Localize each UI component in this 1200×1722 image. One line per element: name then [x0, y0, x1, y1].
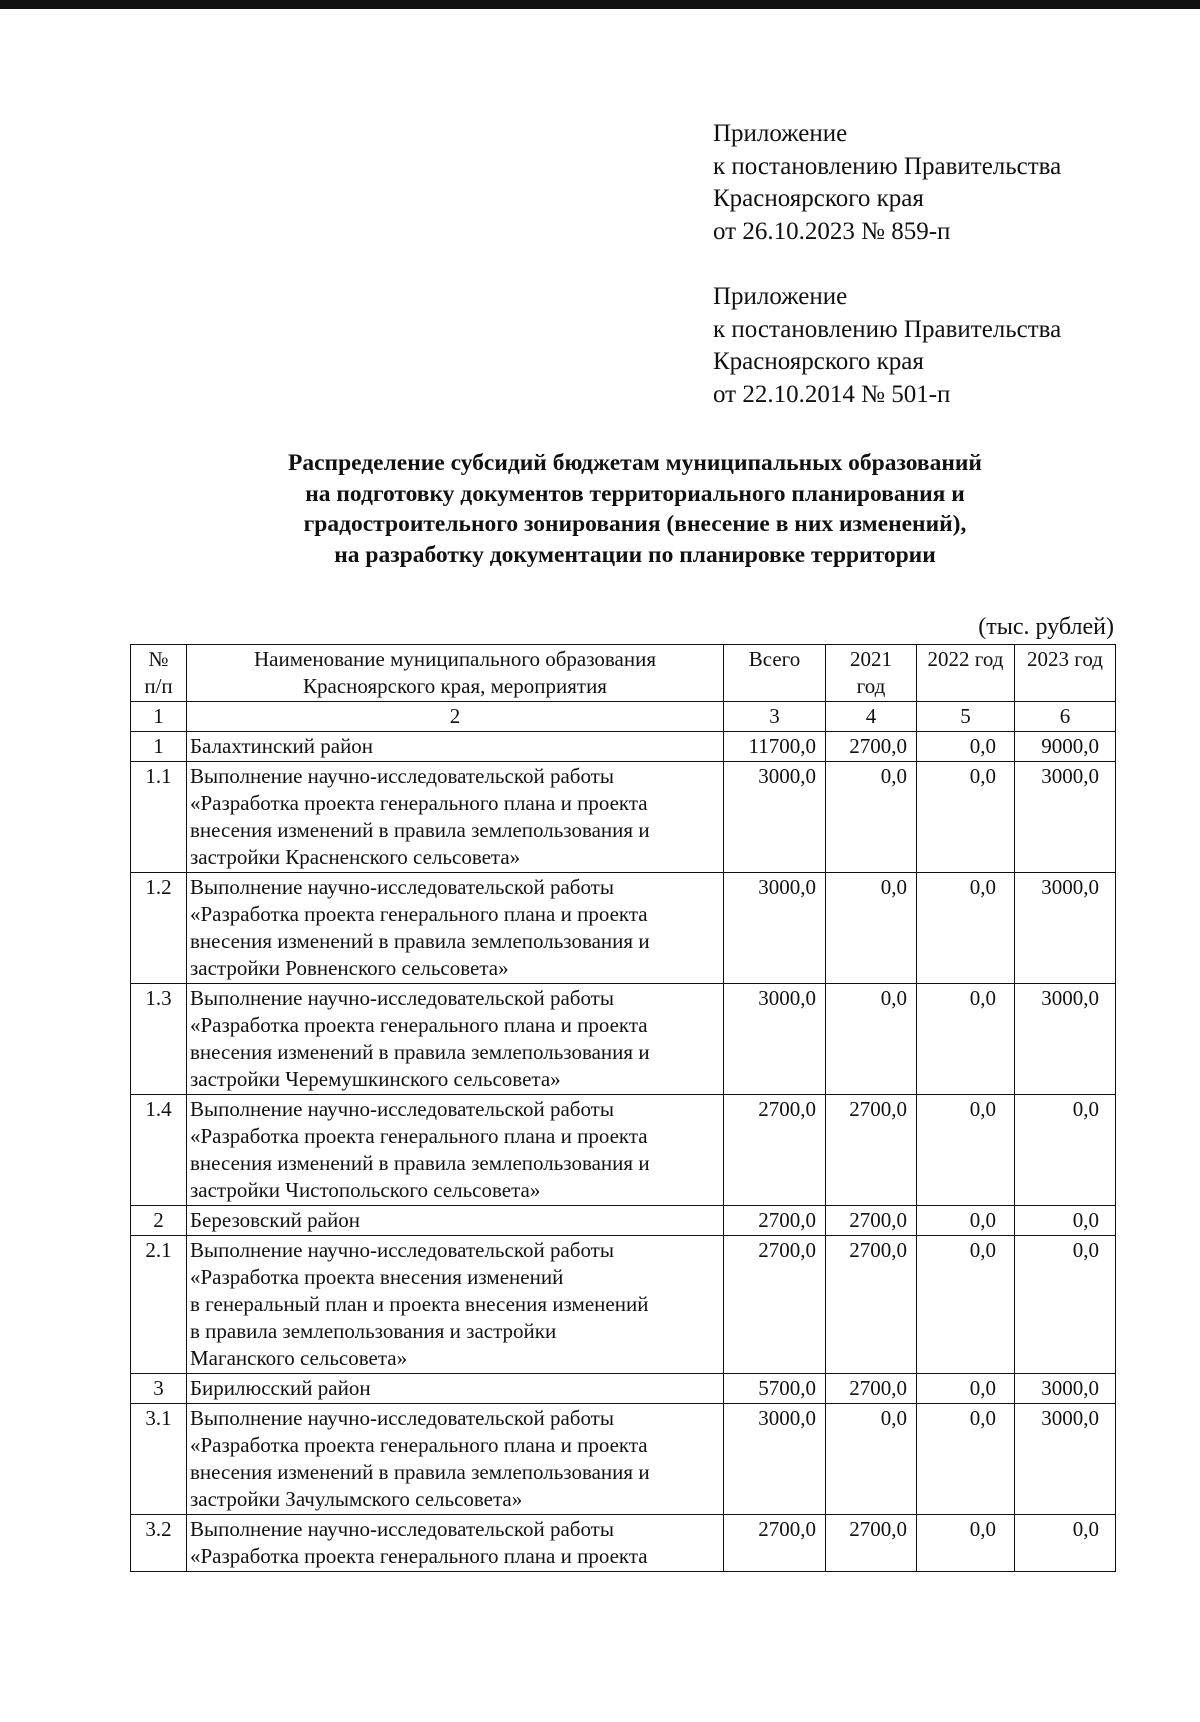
row-name [187, 1206, 724, 1236]
row-total: 3000,0 [724, 984, 826, 1095]
header-total-line: Всего [748, 647, 801, 671]
row-name-line: Бирилюсский район [190, 1376, 371, 1400]
table-row [131, 873, 1116, 984]
row-2023: 0,0 [1015, 1515, 1116, 1572]
row-name [187, 1236, 724, 1374]
row-number: 1.1 [131, 762, 187, 873]
row-2023: 0,0 [1015, 1095, 1116, 1206]
row-name-line: «Разработка проекта генерального плана и проекта [190, 1433, 648, 1457]
row-name-line: «Разработка проекта генерального плана и проекта [190, 902, 648, 926]
row-2022: 0,0 [917, 762, 1015, 873]
row-total: 2700,0 [724, 1095, 826, 1206]
row-name-line: в генеральный план и проекта внесения изменений [190, 1292, 649, 1316]
row-2021: 0,0 [826, 1404, 917, 1515]
row-2022: 0,0 [917, 1236, 1015, 1374]
row-name-line: внесения изменений в правила землепользования и [190, 1151, 650, 1175]
appendix-line: Красноярского края [713, 185, 924, 212]
column-index: 6 [1015, 702, 1116, 732]
table-row [131, 1404, 1116, 1515]
row-name-line: застройки Черемушкинского сельсовета» [190, 1067, 561, 1091]
header-name [187, 645, 724, 702]
header-num-line: № [148, 647, 169, 671]
row-total: 2700,0 [724, 1206, 826, 1236]
title-line: Распределение субсидий бюджетам муниципальных образований [288, 450, 982, 476]
row-2021: 2700,0 [826, 1374, 917, 1404]
row-name-line: «Разработка проекта внесения изменений [190, 1265, 564, 1289]
title-line: на разработку документации по планировке территории [334, 541, 936, 568]
header-name-line: Наименование муниципального образования [254, 647, 656, 671]
row-number: 3 [131, 1374, 187, 1404]
table-row [131, 732, 1116, 762]
appendix-line: к постановлению Правительства [713, 315, 1062, 343]
header-2023 [1015, 645, 1116, 702]
table-row [131, 1515, 1116, 1572]
row-2022: 0,0 [917, 873, 1015, 984]
row-2021: 2700,0 [826, 1236, 917, 1374]
row-2021: 2700,0 [826, 1095, 917, 1206]
appendix-line: от 22.10.2014 № 501-п [713, 380, 951, 408]
row-number: 1.2 [131, 873, 187, 984]
appendix-line: Приложение [713, 283, 848, 310]
row-2023: 3000,0 [1015, 1404, 1116, 1515]
row-2021: 0,0 [826, 873, 917, 984]
row-2022: 0,0 [917, 1206, 1015, 1236]
row-name [187, 1095, 724, 1206]
appendix-original-block [713, 281, 1061, 411]
column-index: 2 [187, 702, 724, 732]
row-name-line: «Разработка проекта генерального плана и проекта [190, 1544, 648, 1568]
row-number: 2 [131, 1206, 187, 1236]
column-index-row [131, 702, 1116, 732]
row-total: 3000,0 [724, 762, 826, 873]
row-name-line: застройки Ровненского сельсовета» [190, 956, 509, 980]
header-2022 [917, 645, 1015, 702]
appendix-line: Приложение [713, 120, 848, 147]
row-name-line: внесения изменений в правила землепользования и [190, 929, 650, 953]
row-2023: 3000,0 [1015, 984, 1116, 1095]
row-total: 3000,0 [724, 873, 826, 984]
row-name-line: Березовский район [190, 1208, 360, 1232]
row-total: 2700,0 [724, 1236, 826, 1374]
header-2022-line: 2022 год [927, 647, 1004, 671]
row-2023: 3000,0 [1015, 873, 1116, 984]
row-2023: 3000,0 [1015, 1374, 1116, 1404]
row-2022: 0,0 [917, 732, 1015, 762]
row-2021: 2700,0 [826, 1206, 917, 1236]
row-2022: 0,0 [917, 1515, 1015, 1572]
row-name-line: Выполнение научно-исследовательской работы [190, 764, 614, 788]
row-name-line: Выполнение научно-исследовательской работы [190, 1238, 614, 1262]
row-name [187, 1374, 724, 1404]
appendix-current-block [713, 118, 1061, 248]
row-name-line: «Разработка проекта генерального плана и проекта [190, 1124, 648, 1148]
table-row [131, 984, 1116, 1095]
row-number: 1.4 [131, 1095, 187, 1206]
row-2023: 3000,0 [1015, 762, 1116, 873]
row-total: 5700,0 [724, 1374, 826, 1404]
row-total: 11700,0 [724, 732, 826, 762]
row-name-line: Балахтинский район [190, 734, 374, 758]
row-name-line: застройки Чистопольского сельсовета» [190, 1178, 541, 1202]
row-2023: 0,0 [1015, 1236, 1116, 1374]
row-number: 1.3 [131, 984, 187, 1095]
row-name [187, 873, 724, 984]
row-name-line: Выполнение научно-исследовательской работы [190, 1406, 614, 1430]
row-2021: 2700,0 [826, 1515, 917, 1572]
unit-note: (тыс. рублей) [978, 614, 1114, 640]
row-total: 3000,0 [724, 1404, 826, 1515]
table-row [131, 1374, 1116, 1404]
header-2021-line: год [856, 674, 886, 698]
subsidy-table [130, 644, 1116, 1572]
row-name [187, 1404, 724, 1515]
header-num [131, 645, 187, 702]
header-num-line: п/п [144, 674, 173, 698]
table-row [131, 1236, 1116, 1374]
title-line: градостроительного зонирования (внесение в них изменений), [303, 511, 967, 537]
appendix-line: к постановлению Правительства [713, 152, 1062, 180]
row-name [187, 732, 724, 762]
header-name-line: Красноярского края, мероприятия [303, 674, 607, 698]
table-row [131, 1095, 1116, 1206]
row-name-line: внесения изменений в правила землепользования и [190, 1040, 650, 1064]
row-name [187, 984, 724, 1095]
row-name [187, 762, 724, 873]
row-name-line: в правила землепользования и застройки [190, 1319, 557, 1343]
row-name-line: «Разработка проекта генерального плана и проекта [190, 1013, 648, 1037]
header-total [724, 645, 826, 702]
row-2021: 2700,0 [826, 732, 917, 762]
row-name-line: Выполнение научно-исследовательской работы [190, 1097, 614, 1121]
column-index: 1 [131, 702, 187, 732]
title-line: на подготовку документов территориального планирования и [305, 480, 965, 507]
row-number: 3.2 [131, 1515, 187, 1572]
row-name-line: «Разработка проекта генерального плана и проекта [190, 791, 648, 815]
column-index: 5 [917, 702, 1015, 732]
row-name-line: Выполнение научно-исследовательской работы [190, 875, 614, 899]
header-2021-line: 2021 [850, 647, 892, 671]
table-row [131, 1206, 1116, 1236]
appendix-line: Красноярского края [713, 348, 924, 375]
appendix-line: от 26.10.2023 № 859-п [713, 217, 951, 245]
row-number: 2.1 [131, 1236, 187, 1374]
row-2021: 0,0 [826, 984, 917, 1095]
row-2021: 0,0 [826, 762, 917, 873]
row-name-line: внесения изменений в правила землепользования и [190, 818, 650, 842]
row-name-line: застройки Зачулымского сельсовета» [190, 1487, 523, 1511]
table-header-row [131, 645, 1116, 702]
table-body [131, 645, 1116, 1572]
row-name-line: Выполнение научно-исследовательской работы [190, 1517, 614, 1541]
row-name-line: Выполнение научно-исследовательской работы [190, 986, 614, 1010]
document-title [90, 448, 1180, 570]
column-index: 4 [826, 702, 917, 732]
row-name [187, 1515, 724, 1572]
table-row [131, 762, 1116, 873]
row-2023: 0,0 [1015, 1206, 1116, 1236]
column-index: 3 [724, 702, 826, 732]
row-2022: 0,0 [917, 984, 1015, 1095]
row-name-line: застройки Красненского сельсовета» [190, 845, 521, 869]
row-2022: 0,0 [917, 1095, 1015, 1206]
row-number: 1 [131, 732, 187, 762]
row-2022: 0,0 [917, 1374, 1015, 1404]
row-number: 3.1 [131, 1404, 187, 1515]
row-name-line: Маганского сельсовета» [190, 1346, 408, 1370]
header-2021 [826, 645, 917, 702]
row-name-line: внесения изменений в правила землепользования и [190, 1460, 650, 1484]
page-top-border [0, 0, 1200, 9]
header-2023-line: 2023 год [1027, 647, 1103, 671]
row-2023: 9000,0 [1015, 732, 1116, 762]
row-2022: 0,0 [917, 1404, 1015, 1515]
row-total: 2700,0 [724, 1515, 826, 1572]
